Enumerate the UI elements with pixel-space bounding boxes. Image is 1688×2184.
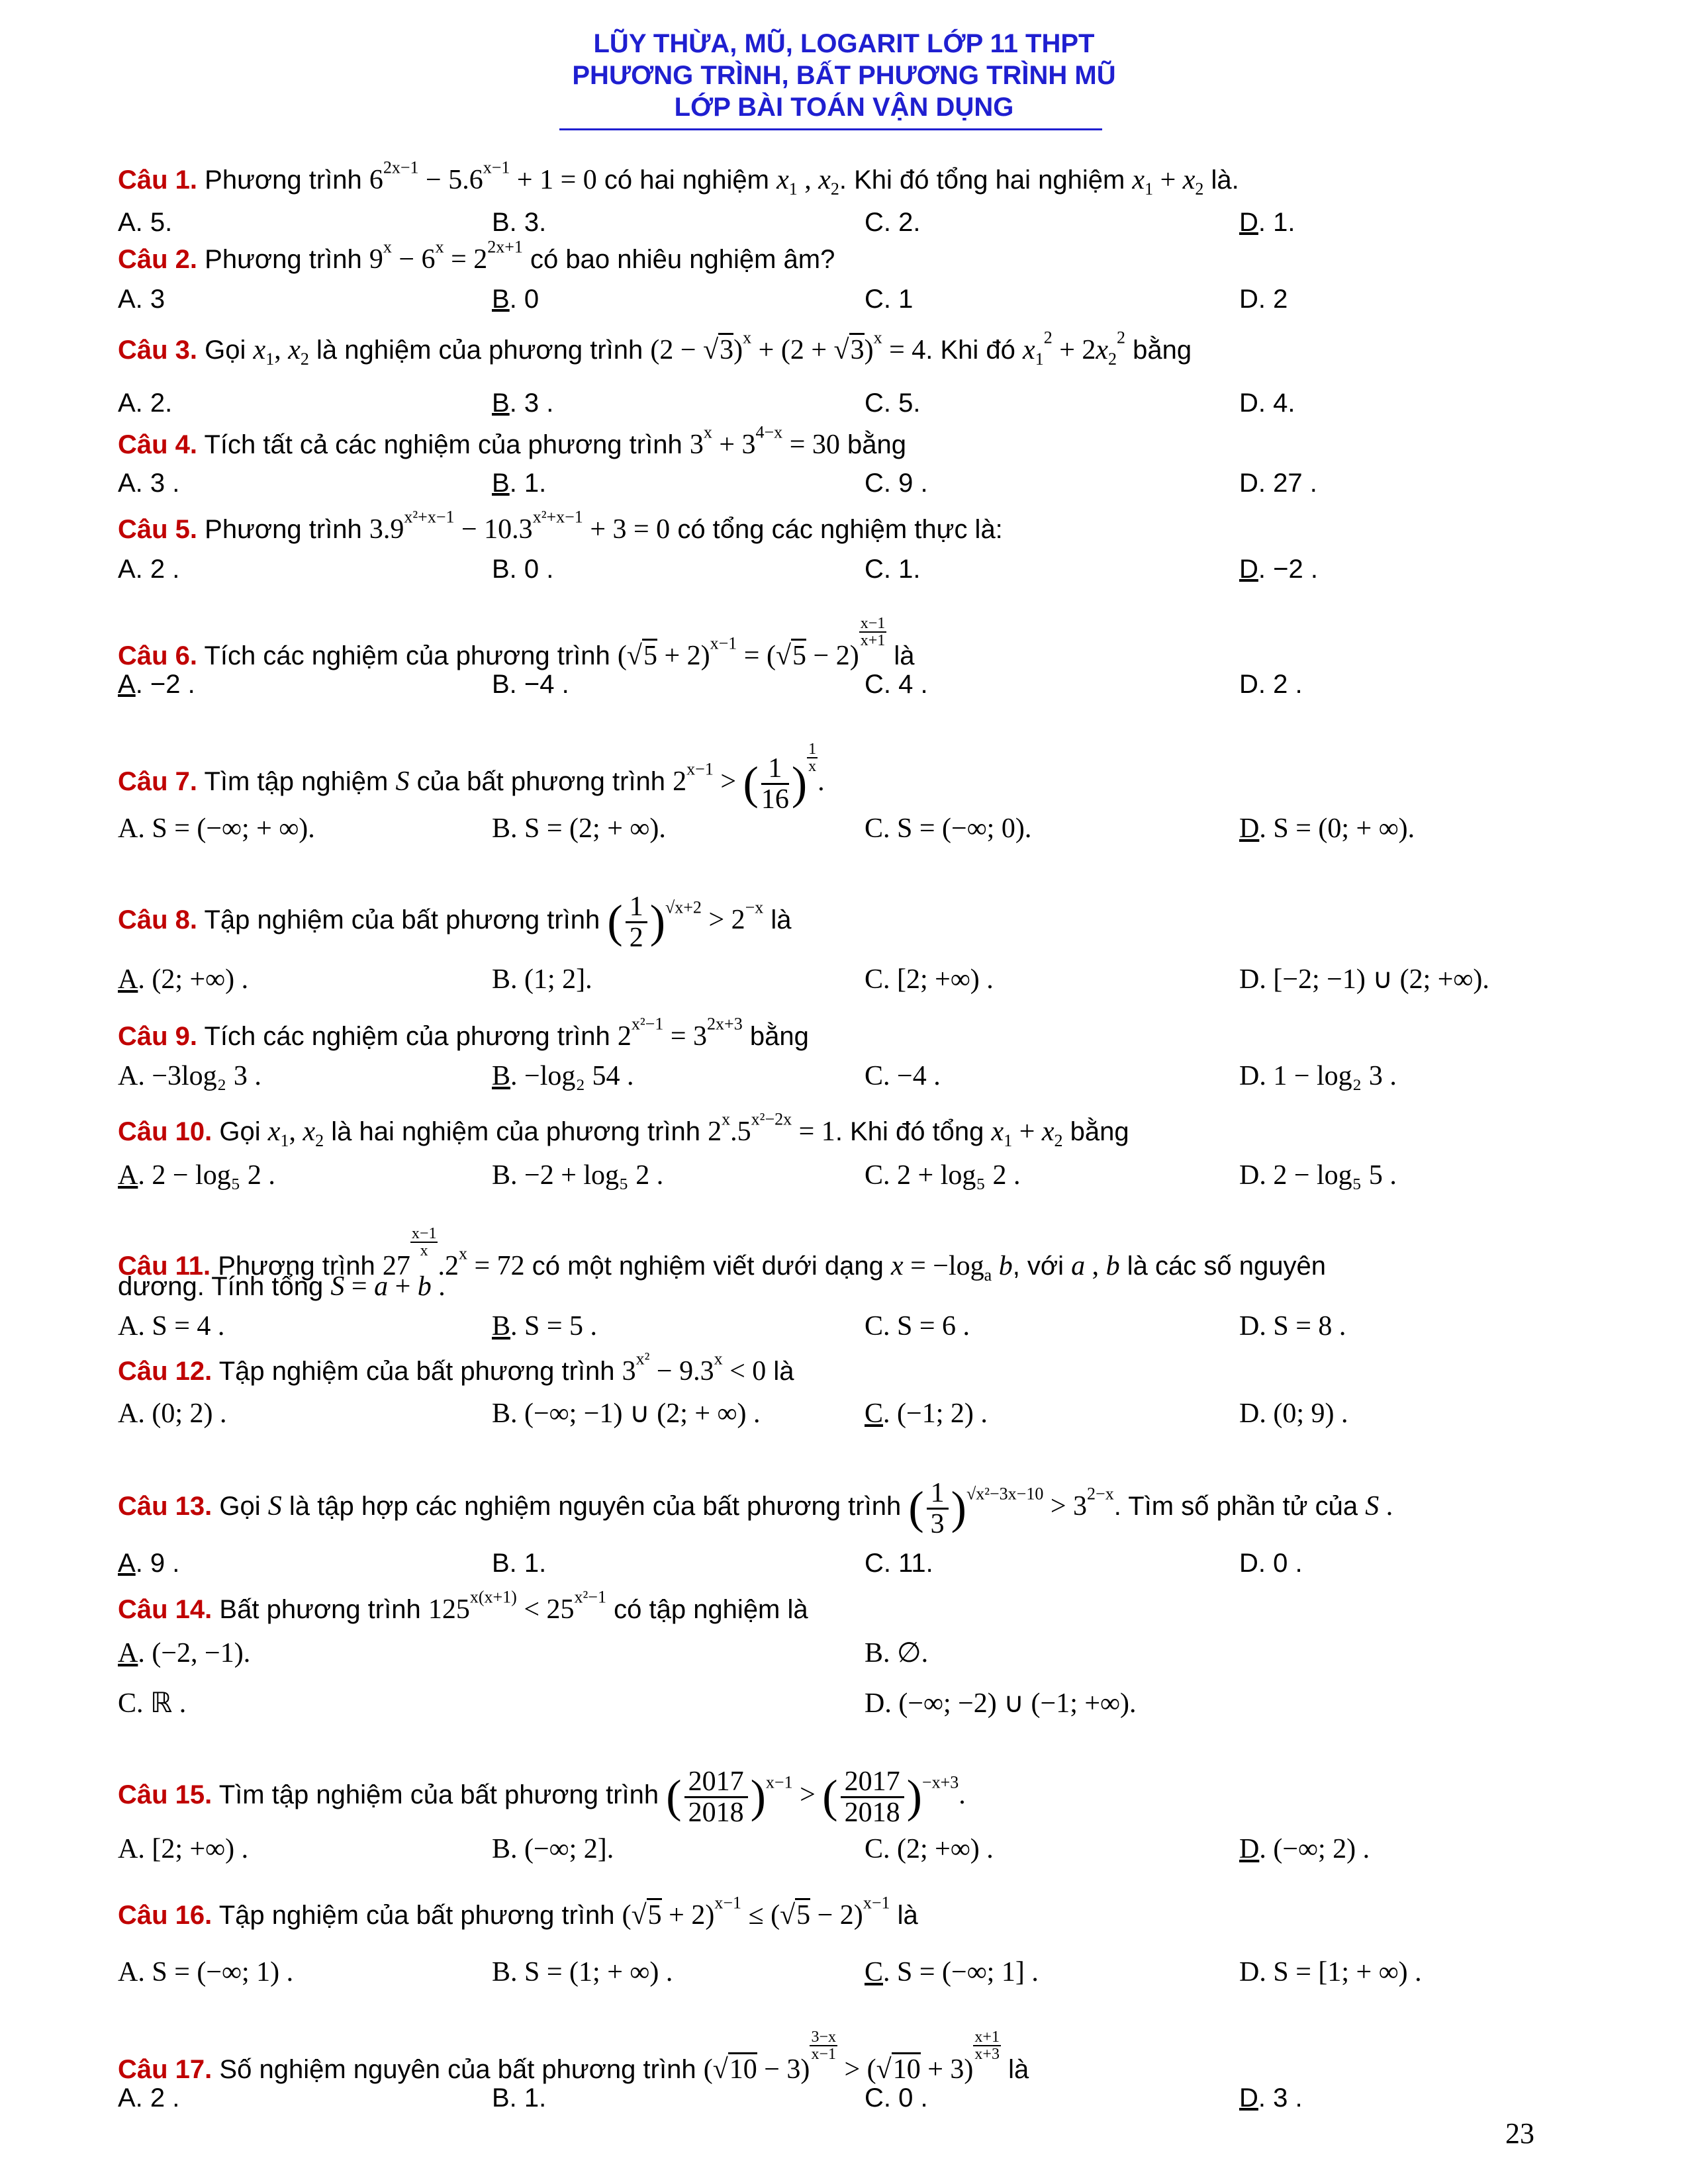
option: B. 3.: [492, 208, 547, 237]
question-15: Câu 15. Tìm tập nghiệm của bất phương trình ( $\frac{2017}{2018}$ )$^{x-1}$ > ( $\frac{2017}{2018}$ )$^{-x+3}$.: [118, 1766, 966, 1829]
header-line-1: LŨY THỪA, MŨ, LOGARIT LỚP 11 THPT: [593, 29, 1095, 58]
question-16: Câu 16. Tập nghiệm của bất phương trình $(√5 + 2)^{x-1} \le (√5 - 2)^{x-1}$ là: [118, 1893, 918, 1931]
question-5: Câu 5. Phương trình $3.9^{x^2+x-1} - 10.3^{x^2+x-1} + 3 = 0$ có tổng các nghiệm thực là:: [118, 507, 1003, 545]
answer-letter: A: [118, 670, 136, 699]
answer-letter: B: [492, 285, 510, 314]
option-correct: A. (−2, −1).: [118, 1638, 251, 1668]
option-correct: C. S = (−∞; 1] .: [865, 1957, 1039, 1987]
question-label: Câu 1.: [118, 165, 198, 195]
question-17: Câu 17. Số nghiệm nguyên của bất phương trình (√10 − 3) $\frac{3-x}{x-1}$ > (√10 + 3) $\frac{x+1}{x+3}$ là: [118, 2028, 1029, 2085]
header-line-3: LỚP BÀI TOÁN VẬN DỤNG: [674, 93, 1014, 122]
answer-letter: B: [492, 388, 510, 418]
question-1: Câu 1. Phương trình $6^{2x-1} - 5.6^{x-1} + 1 = 0$ có hai nghiệm $x_1$ , $x_2$. Khi đó tổng hai nghiệm $x_1 + x_2$ là.: [118, 158, 1239, 199]
answer-letter: D: [1239, 555, 1258, 584]
question-14: Câu 14. Bất phương trình $125^{x(x+1)} < 25^{x^2-1}$ có tập nghiệm là: [118, 1587, 808, 1625]
answer-letter: B: [492, 1311, 511, 1342]
option-correct: A. −2 .: [118, 670, 195, 699]
option-correct: D. 1.: [1239, 208, 1295, 237]
question-2: Câu 2. Phương trình $9^x - 6^x = 2^{2x+1}$ có bao nhiêu nghiệm âm?: [118, 237, 835, 275]
header-underline: [559, 128, 1102, 130]
option-correct: A. (2; +∞) .: [118, 964, 249, 995]
question-10: Câu 10. Gọi $x_1$, $x_2$ là hai nghiệm của phương trình $2^x.5^{x^2-2x} = 1$. Khi đó tổng $x_1 + x_2$ bằng: [118, 1109, 1129, 1151]
question-13: Câu 13. Gọi S là tập hợp các nghiệm nguyên của bất phương trình ( $\frac{1}{3}$ )$^{√x^2-3x-10} > 3^{2-x}$. Tìm số phần tử của S .: [118, 1478, 1393, 1540]
option: A. 5.: [118, 208, 173, 237]
option-correct: B. 1.: [492, 469, 547, 498]
option-correct: B. −log₂ 54 .: [492, 1061, 634, 1091]
question-9: Câu 9. Tích các nghiệm của phương trình $2^{x^2-1} = 3^{2x+3}$ bằng: [118, 1014, 809, 1052]
answer-letter: B: [492, 469, 510, 498]
question-4: Câu 4. Tích tất cả các nghiệm của phương trình $3^x + 3^{4-x} = 30$ bằng: [118, 422, 906, 460]
option-correct: D. (−∞; 2) .: [1239, 1834, 1370, 1864]
answer-letter: A: [118, 1638, 138, 1668]
answer-letter: D: [1239, 208, 1258, 237]
answer-letter: C: [865, 1398, 884, 1429]
question-11-line-2: dương. Tính tổng S = a + b .: [118, 1271, 445, 1302]
option-correct: A. 2 − log₅ 2 .: [118, 1160, 275, 1191]
option-correct: D. 3 .: [1239, 2083, 1303, 2113]
question-text: Phương trình: [205, 165, 362, 195]
answer-letter: A: [118, 964, 138, 995]
option-correct: B. 3 .: [492, 388, 554, 418]
page-number: 23: [1505, 2117, 1534, 2150]
answer-letter: D: [1239, 1834, 1260, 1864]
option-correct: C. (−1; 2) .: [865, 1398, 988, 1429]
question-11: Câu 11. Phương trình 27 $\frac{x-1}{x}$ $.2^x = 72$ có một nghiệm viết dưới dạng $x = -\log_a$ b, với a , b là các số nguyên: [118, 1225, 1326, 1285]
answer-letter: C: [865, 1957, 884, 1987]
option-correct: D. −2 .: [1239, 555, 1318, 584]
question-8: Câu 8. Tập nghiệm của bất phương trình ( $\frac{1}{2}$ )$^{√x+2} > 2^{-x}$ là: [118, 891, 792, 954]
option-correct: B. 0: [492, 285, 539, 314]
question-6: Câu 6. Tích các nghiệm của phương trình $(√5 + 2)^{x-1} = (√5 - 2)$ $\frac{x-1}{x+1}$ là: [118, 615, 915, 671]
answer-letter: A: [118, 1160, 138, 1191]
answer-letter: D: [1239, 2083, 1258, 2113]
header-line-2: PHƯƠNG TRÌNH, BẤT PHƯƠNG TRÌNH MŨ: [572, 61, 1116, 90]
option: C. 2.: [865, 208, 921, 237]
question-7: Câu 7. Tìm tập nghiệm S của bất phương trình $2^{x-1}$ > ( $\frac{1}{16}$ ) $\frac{1}{x}$ .: [118, 741, 825, 815]
question-12: Câu 12. Tập nghiệm của bất phương trình $3^{x^2} - 9.3^x < 0$ là: [118, 1349, 794, 1387]
answer-letter: A: [118, 1549, 136, 1578]
option-correct: D. S = (0; + ∞).: [1239, 813, 1415, 844]
option-correct: A. 9 .: [118, 1549, 180, 1578]
answer-letter: B: [492, 1061, 511, 1091]
option-correct: B. S = 5 .: [492, 1311, 598, 1342]
answer-letter: D: [1239, 813, 1260, 844]
question-3: Câu 3. Gọi $x_1$, $x_2$ là nghiệm của phương trình $(2 - √3)^x + (2 + √3)^x = 4$. Khi đó $x_1^2 + 2x_2^2$ bằng: [118, 328, 1192, 369]
